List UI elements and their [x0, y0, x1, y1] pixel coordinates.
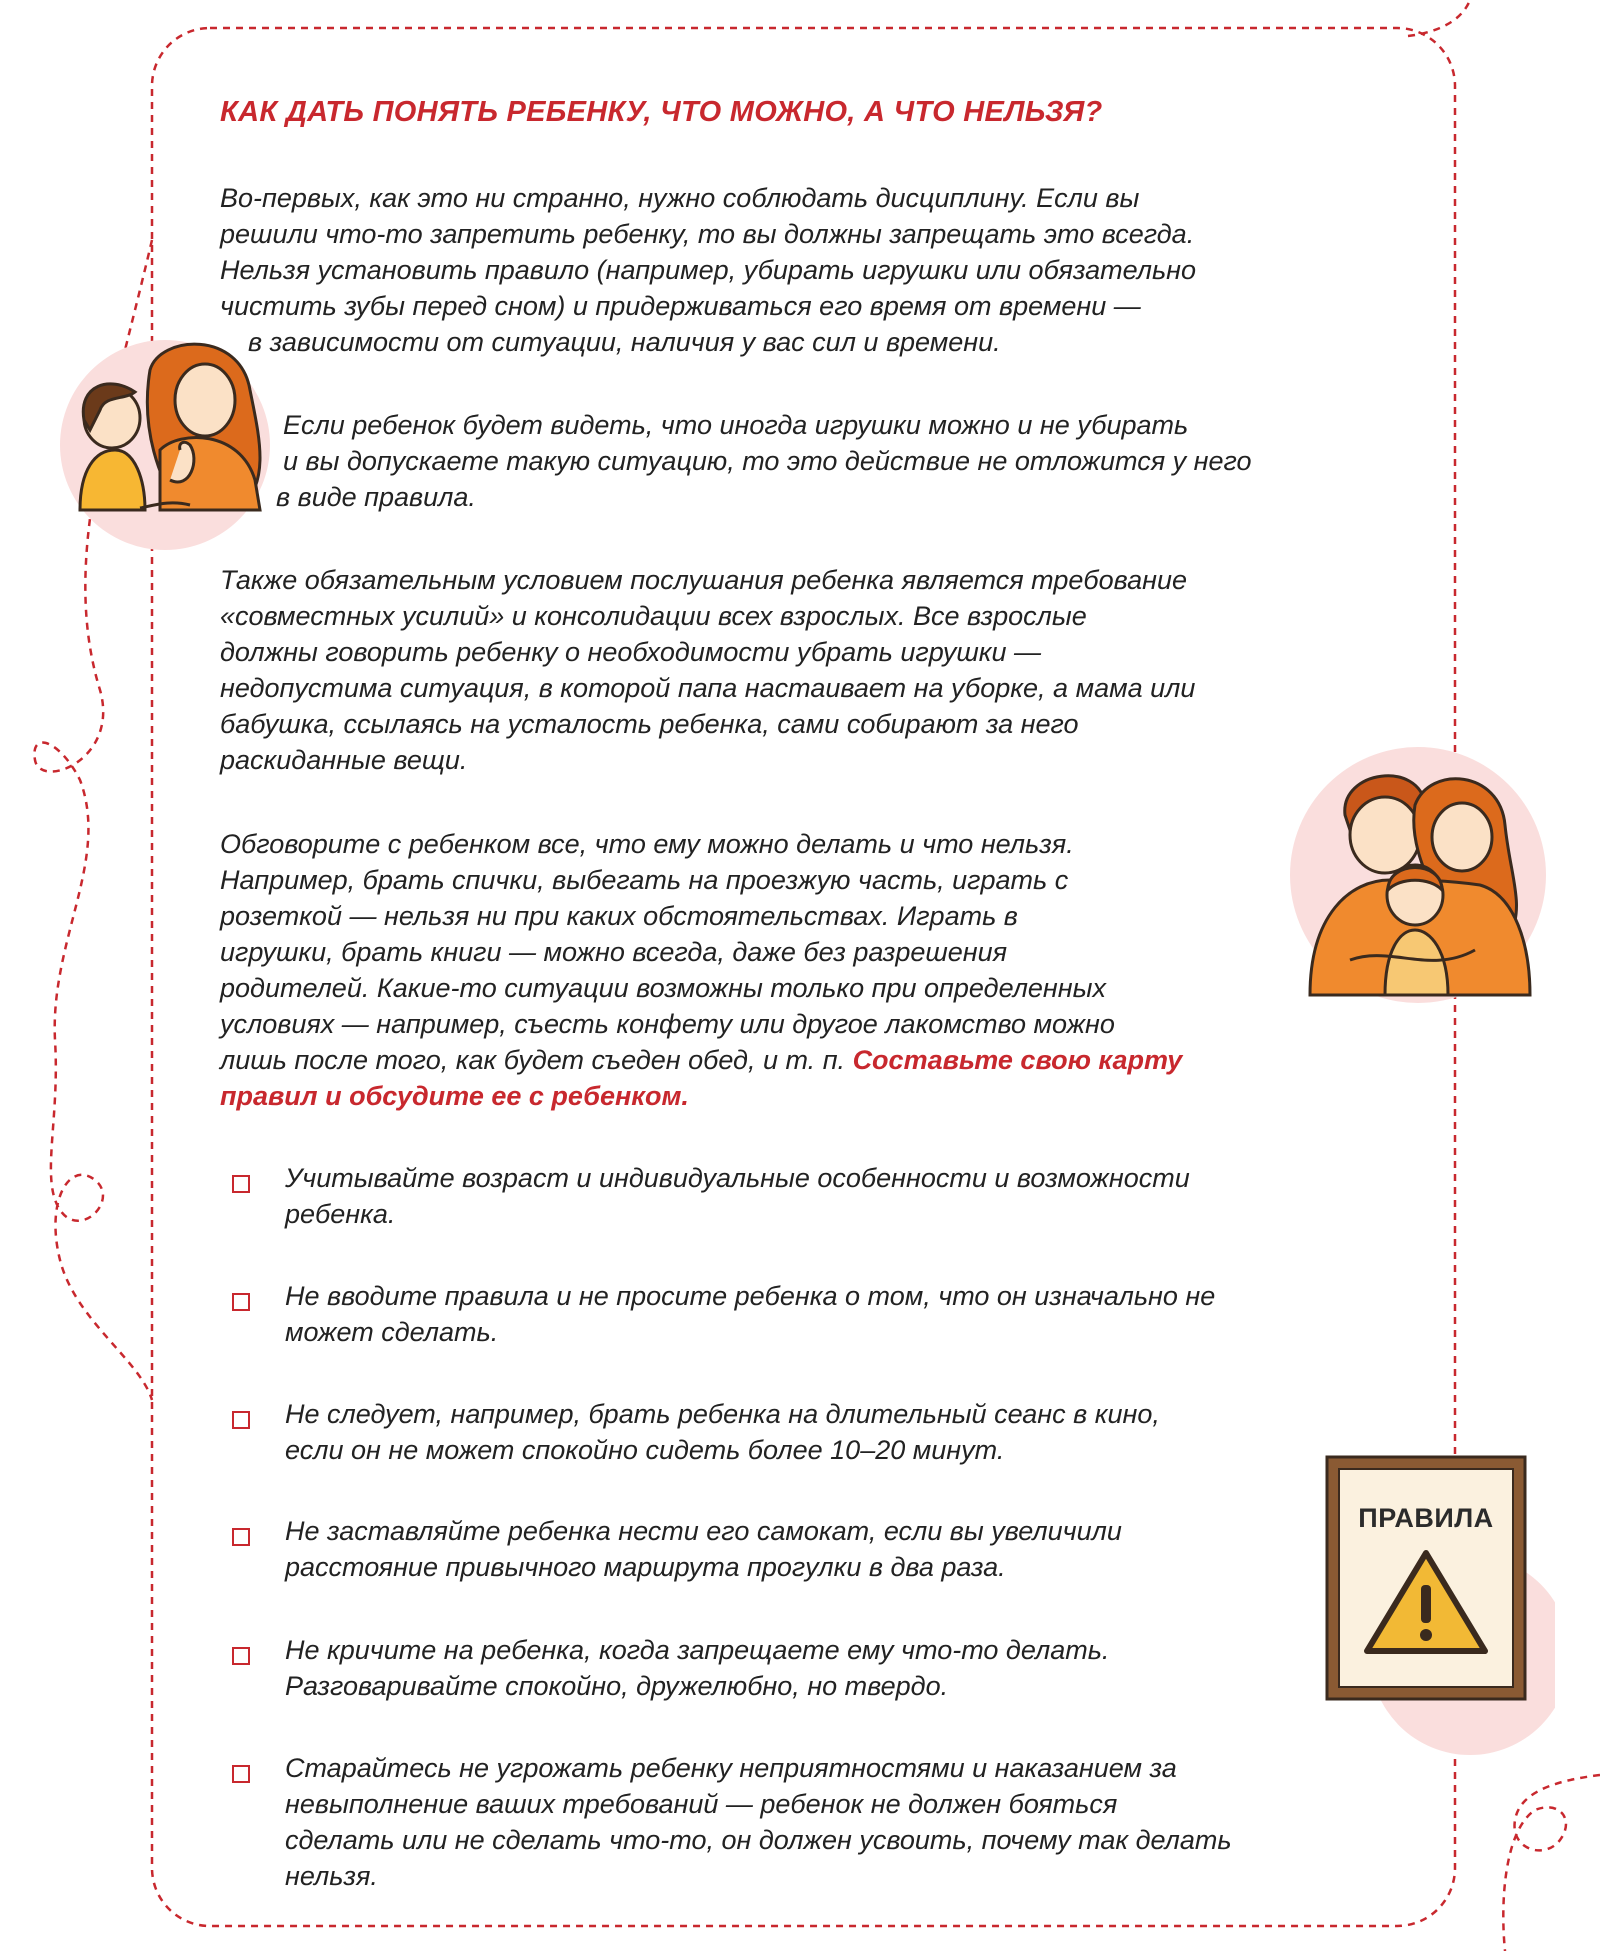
- text-line: Старайтесь не угрожать ребенку неприятностями и наказанием за: [285, 1753, 1177, 1783]
- checkbox-icon: [232, 1293, 250, 1311]
- mother-child-illustration: [40, 330, 280, 560]
- text-line: и вы допускаете такую ситуацию, то это действие не отложится у него: [283, 446, 1252, 476]
- list-item-text: [285, 1396, 1405, 1468]
- text-line: игрушки, брать книги — можно всегда, даже без разрешения: [220, 937, 1008, 967]
- text-segment: лишь после того, как будет съеден обед, и т. п.: [220, 1045, 853, 1075]
- sign-label: ПРАВИЛА: [1358, 1503, 1494, 1533]
- text-line: розеткой — нельзя ни при каких обстоятельствах. Играть в: [220, 901, 1018, 931]
- warning-mark-dot: [1420, 1629, 1432, 1641]
- list-item-text: [285, 1513, 1405, 1585]
- family-hug-illustration: [1280, 745, 1550, 1005]
- text-line: бабушка, ссылаясь на усталость ребенка, сами собирают за него: [220, 709, 1079, 739]
- dashed-curve-bottom-right: [1503, 1775, 1600, 1951]
- list-item-text: [285, 1750, 1405, 1894]
- paragraph-2: [276, 407, 1403, 515]
- paragraph-3: [220, 562, 1420, 778]
- text-line: нельзя.: [285, 1861, 378, 1891]
- text-line: решили что-то запретить ребенку, то вы должны запрещать это всегда.: [220, 219, 1195, 249]
- mom-face: [1432, 803, 1492, 871]
- text-line: Если ребенок будет видеть, что иногда игрушки можно и не убирать: [283, 410, 1189, 440]
- checkbox-icon: [232, 1528, 250, 1546]
- highlight-call-to-action-cont: правил и обсудите ее с ребенком.: [220, 1081, 689, 1111]
- checkbox-icon: [232, 1175, 250, 1193]
- text-line: может сделать.: [285, 1317, 499, 1347]
- text-line: Разговаривайте спокойно, дружелюбно, но твердо.: [285, 1671, 949, 1701]
- text-line: в зависимости от ситуации, наличия у вас сил и времени.: [248, 327, 1001, 357]
- text-line: Также обязательным условием послушания ребенка является требование: [220, 565, 1188, 595]
- checkbox-icon: [232, 1411, 250, 1429]
- text-line: Во-первых, как это ни странно, нужно соблюдать дисциплину. Если вы: [220, 183, 1140, 213]
- warning-mark-bar: [1421, 1585, 1431, 1623]
- text-line: чистить зубы перед сном) и придерживаться его время от времени —: [220, 291, 1141, 321]
- list-item-text: [285, 1632, 1405, 1704]
- text-line: раскиданные вещи.: [220, 745, 468, 775]
- text-line: Не кричите на ребенка, когда запрещаете ему что-то делать.: [285, 1635, 1110, 1665]
- list-item-text: [285, 1160, 1405, 1232]
- page-title: КАК ДАТЬ ПОНЯТЬ РЕБЕНКУ, ЧТО МОЖНО, А ЧТО НЕЛЬЗЯ?: [220, 96, 1103, 128]
- highlight-call-to-action: Составьте свою карту: [852, 1045, 1183, 1075]
- text-line: «совместных усилий» и консолидации всех взрослых. Все взрослые: [220, 601, 1087, 631]
- text-line: должны говорить ребенку о необходимости убрать игрушки —: [220, 637, 1042, 667]
- text-line: Обговорите с ребенком все, что ему можно делать и что нельзя.: [220, 829, 1074, 859]
- paragraph-4: [220, 826, 1300, 1114]
- paragraph-1: [220, 180, 1420, 360]
- dad-face: [1350, 797, 1420, 873]
- text-line: Например, брать спички, выбегать на проезжую часть, играть с: [220, 865, 1069, 895]
- text-line: расстояние привычного маршрута прогулки в два раза.: [285, 1552, 1006, 1582]
- sign-graphic: [1325, 1455, 1555, 1765]
- checkbox-icon: [232, 1765, 250, 1783]
- text-line: Не вводите правила и не просите ребенка о том, что он изначально не: [285, 1281, 1216, 1311]
- text-line: сделать или не сделать что-то, он должен усвоить, почему так делать: [285, 1825, 1232, 1855]
- text-line: Не следует, например, брать ребенка на длительный сеанс в кино,: [285, 1399, 1160, 1429]
- rules-warning-sign-illustration: [1325, 1455, 1555, 1765]
- text-line: [220, 1042, 1300, 1078]
- text-line: [220, 1078, 1300, 1114]
- mother-face: [175, 364, 235, 436]
- checkbox-icon: [232, 1647, 250, 1665]
- dashed-curve-top-right: [1408, 0, 1470, 36]
- text-line: Не заставляйте ребенка нести его самокат, если вы увеличили: [285, 1516, 1122, 1546]
- list-item-text: [285, 1278, 1405, 1350]
- text-line: недопустима ситуация, в которой папа настаивает на уборке, а мама или: [220, 673, 1196, 703]
- text-line: невыполнение ваших требований — ребенок не должен бояться: [285, 1789, 1118, 1819]
- text-line: условиях — например, съесть конфету или другое лакомство можно: [220, 1009, 1115, 1039]
- text-line: родителей. Какие-то ситуации возможны только при определенных: [220, 973, 1107, 1003]
- text-line: Учитывайте возраст и индивидуальные особенности и возможности: [285, 1163, 1190, 1193]
- text-line: в виде правила.: [276, 482, 476, 512]
- text-line: если он не может спокойно сидеть более 10–20 минут.: [285, 1435, 1005, 1465]
- text-line: ребенка.: [285, 1199, 396, 1229]
- text-line: Нельзя установить правило (например, убирать игрушки или обязательно: [220, 255, 1197, 285]
